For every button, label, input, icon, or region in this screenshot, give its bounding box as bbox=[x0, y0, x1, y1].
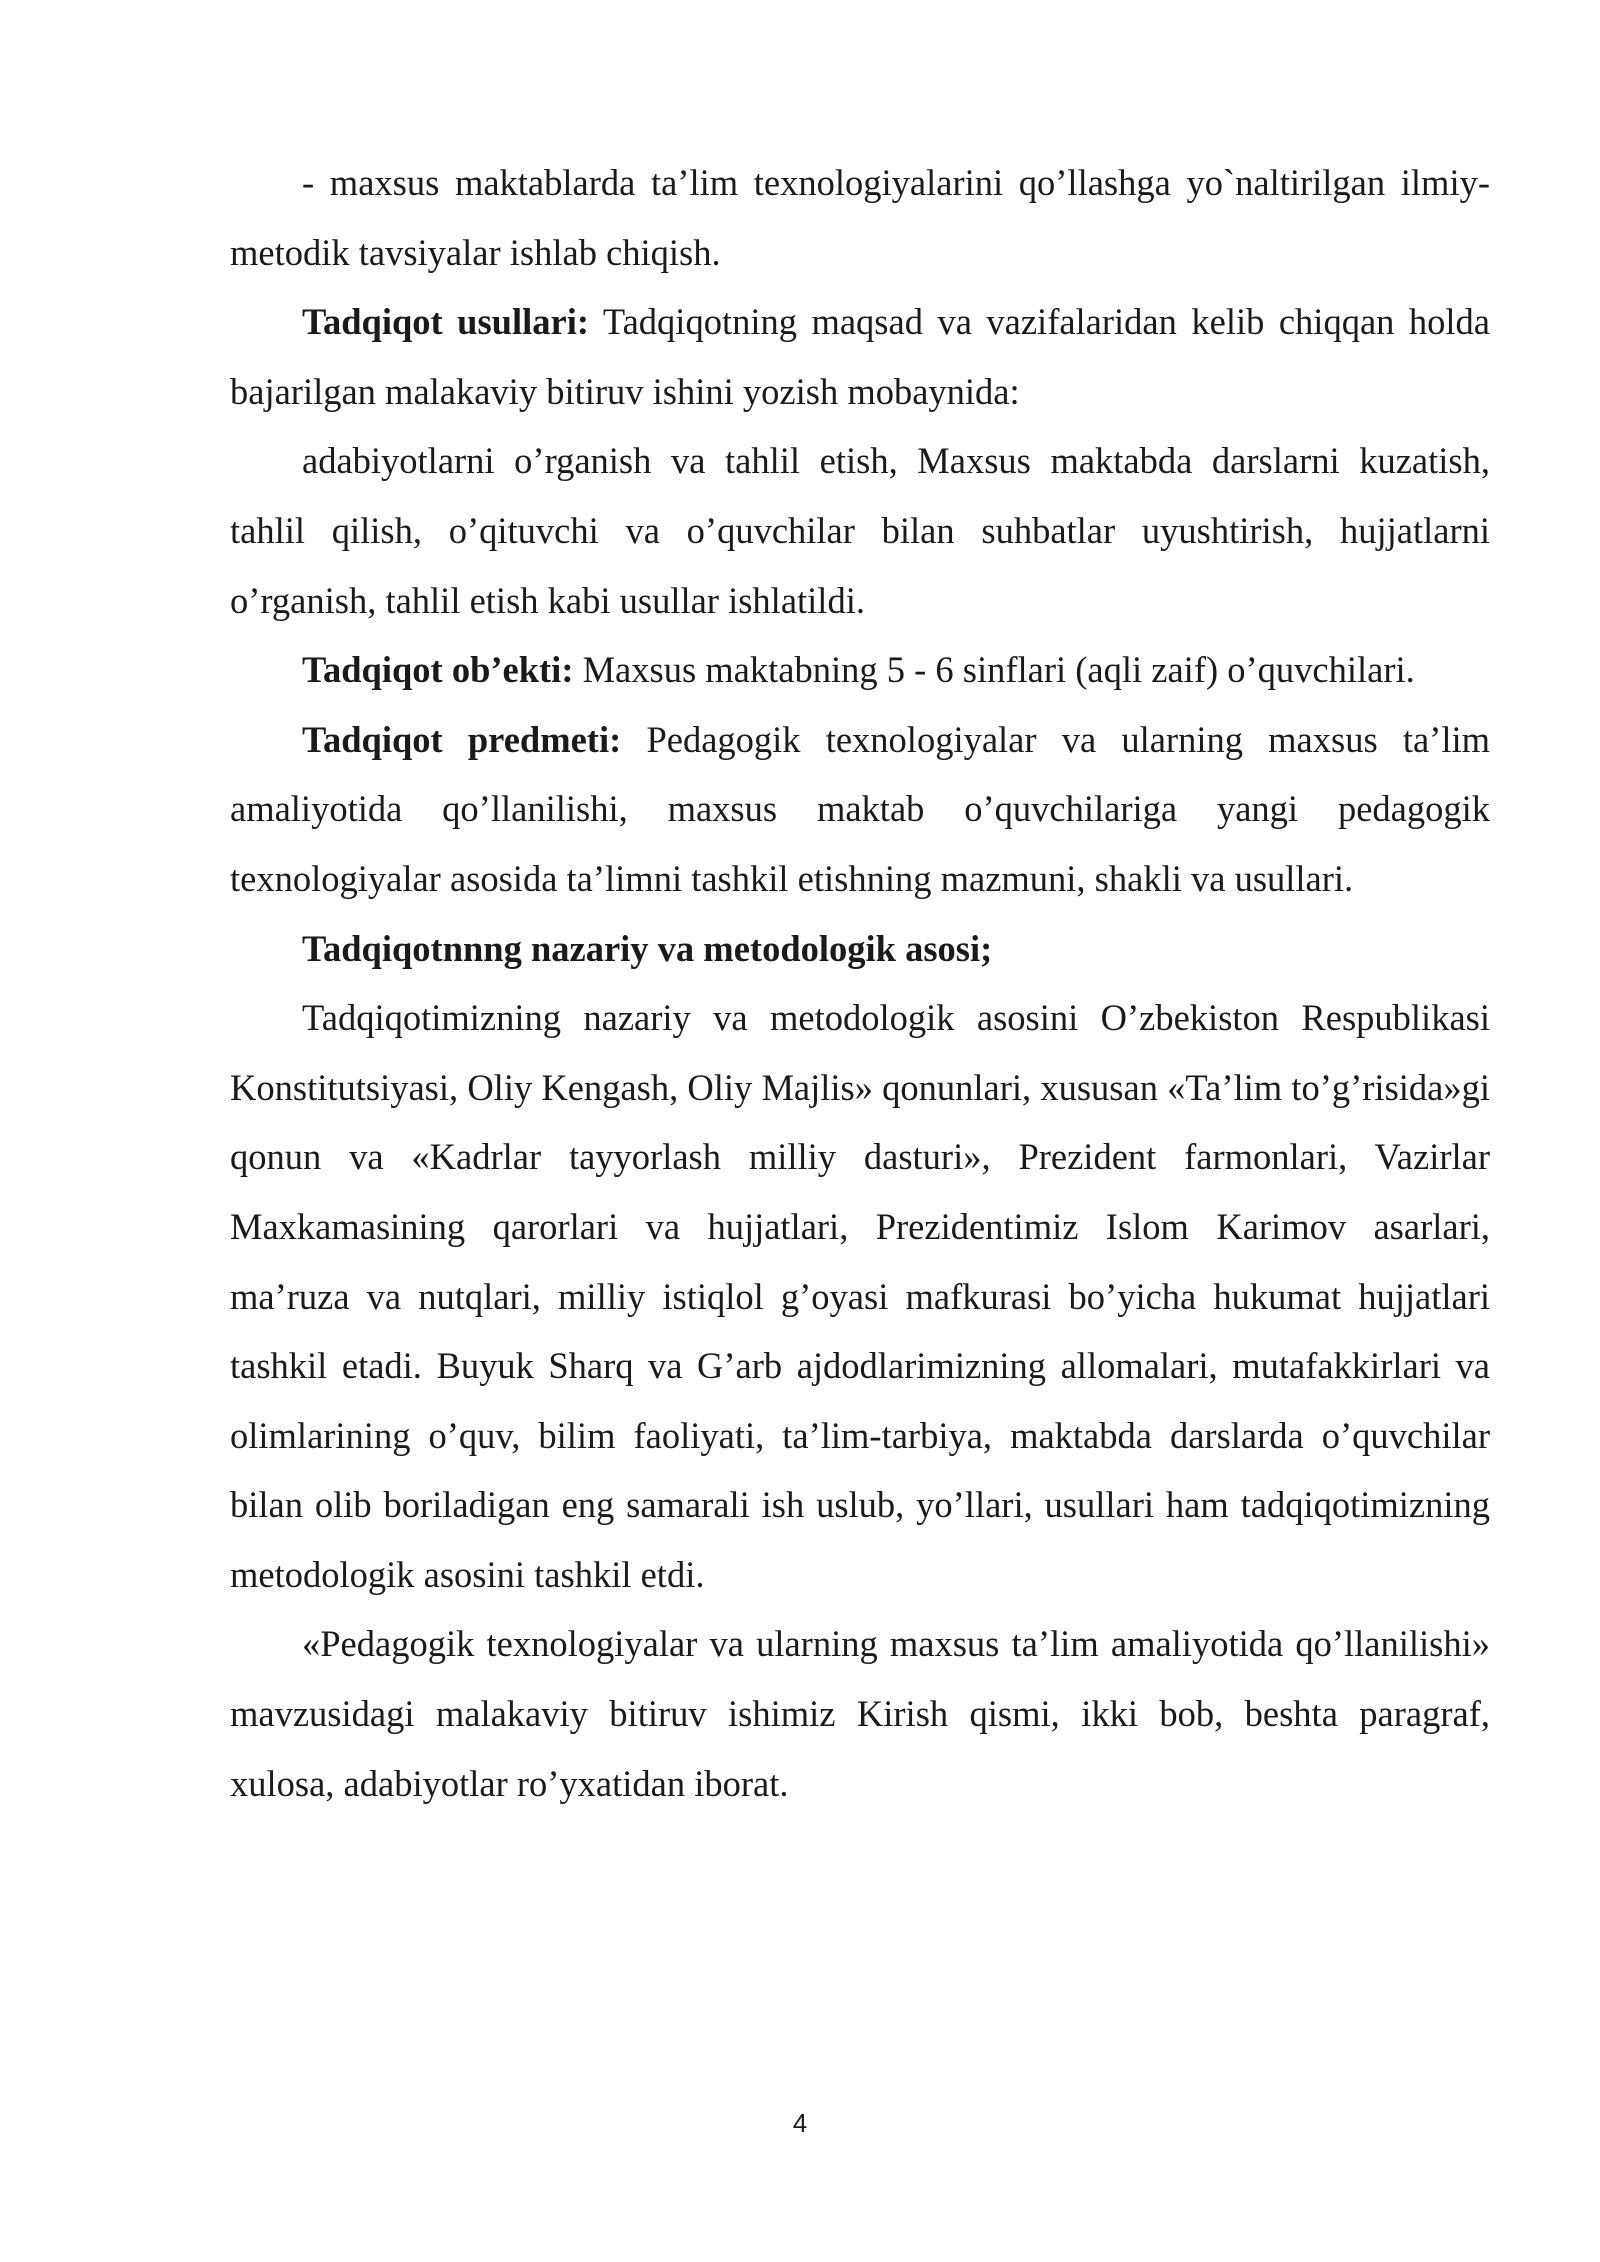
paragraph-structure bbox=[230, 1609, 1490, 1818]
paragraph-theoretical-basis bbox=[230, 983, 1490, 1609]
paragraph-research-methods bbox=[230, 287, 1490, 426]
paragraph-heading: Tadqiqot ob’ekti: bbox=[302, 649, 574, 691]
document-page bbox=[230, 148, 1490, 1818]
paragraph-research-object bbox=[230, 635, 1490, 705]
paragraph-text: «Pedagogik texnologiyalar va ularning maxsus ta’lim amaliyotida qo’llanilishi» mavzusidagi malakaviy bitiruv ishimiz Kirish qismi, ikki bob, beshta paragraf, xulosa, adabiyotlar ro’yxatidan iborat. bbox=[230, 1623, 1490, 1804]
paragraph-text: Tadqiqotimizning nazariy va metodologik asosini O’zbekiston Respublikasi Konstitutsiyasi, Oliy Kengash, Oliy Majlis» qonunlari, xususan «Ta’lim to’g’risida»gi qonun va «Kadrlar tayyorlash milliy dasturi», Prezident farmonlari, Vazirlar Maxkamasining qarorlari va hujjatlari, Prezidentimiz Islom Karimov asarlari, ma’ruza va nutqlari, milliy istiqlol g’oyasi mafkurasi bo’yicha hukumat hujjatlari tashkil etadi. Buyuk Sharq va G’arb ajdodlarimizning allomalari, mutafakkirlari va olimlarining o’quv, bilim faoliyati, ta’lim-tarbiya, maktabda darslarda o’quvchilar bilan olib boriladigan eng samarali ish uslub, yo’llari, usullari ham tadqiqotimizning metodologik asosini tashkil etdi. bbox=[230, 997, 1490, 1595]
paragraph-heading: Tadqiqot predmeti: bbox=[302, 718, 622, 760]
paragraph-recommendations bbox=[230, 148, 1490, 287]
paragraph-text: - maxsus maktablarda ta’lim texnologiyalarini qo’llashga yo`naltirilgan ilmiy-metodik tavsiyalar ishlab chiqish. bbox=[230, 162, 1490, 273]
paragraph-text: adabiyotlarni o’rganish va tahlil etish, Maxsus maktabda darslarni kuzatish, tahlil qilish, o’qituvchi va o’quvchilar bilan suhbatlar uyushtirish, hujjatlarni o’rganish, tahlil etish kabi usullar ishlatildi. bbox=[230, 440, 1490, 621]
paragraph-theoretical-basis-heading bbox=[230, 914, 1490, 984]
page-number: 4 bbox=[792, 2108, 808, 2138]
paragraph-research-subject bbox=[230, 705, 1490, 914]
paragraph-heading: Tadqiqotnnng nazariy va metodologik asosi; bbox=[302, 927, 993, 969]
paragraph-text: Maxsus maktabning 5 - 6 sinflari (aqli zaif) o’quvchilari. bbox=[573, 649, 1415, 691]
paragraph-methods-list bbox=[230, 426, 1490, 635]
paragraph-text: Pedagogik texnologiyalar va ularning maxsus ta’lim amaliyotida qo’llanilishi, maxsus maktab o’quvchilariga yangi pedagogik texnologiyalar asosida ta’limni tashkil etishning mazmuni, shakli va usullari. bbox=[230, 718, 1490, 899]
paragraph-heading: Tadqiqot usullari: bbox=[302, 301, 590, 343]
paragraph-text: Tadqiqotning maqsad va vazifalaridan kelib chiqqan holda bajarilgan malakaviy bitiruv ishini yozish mobaynida: bbox=[230, 301, 1490, 412]
